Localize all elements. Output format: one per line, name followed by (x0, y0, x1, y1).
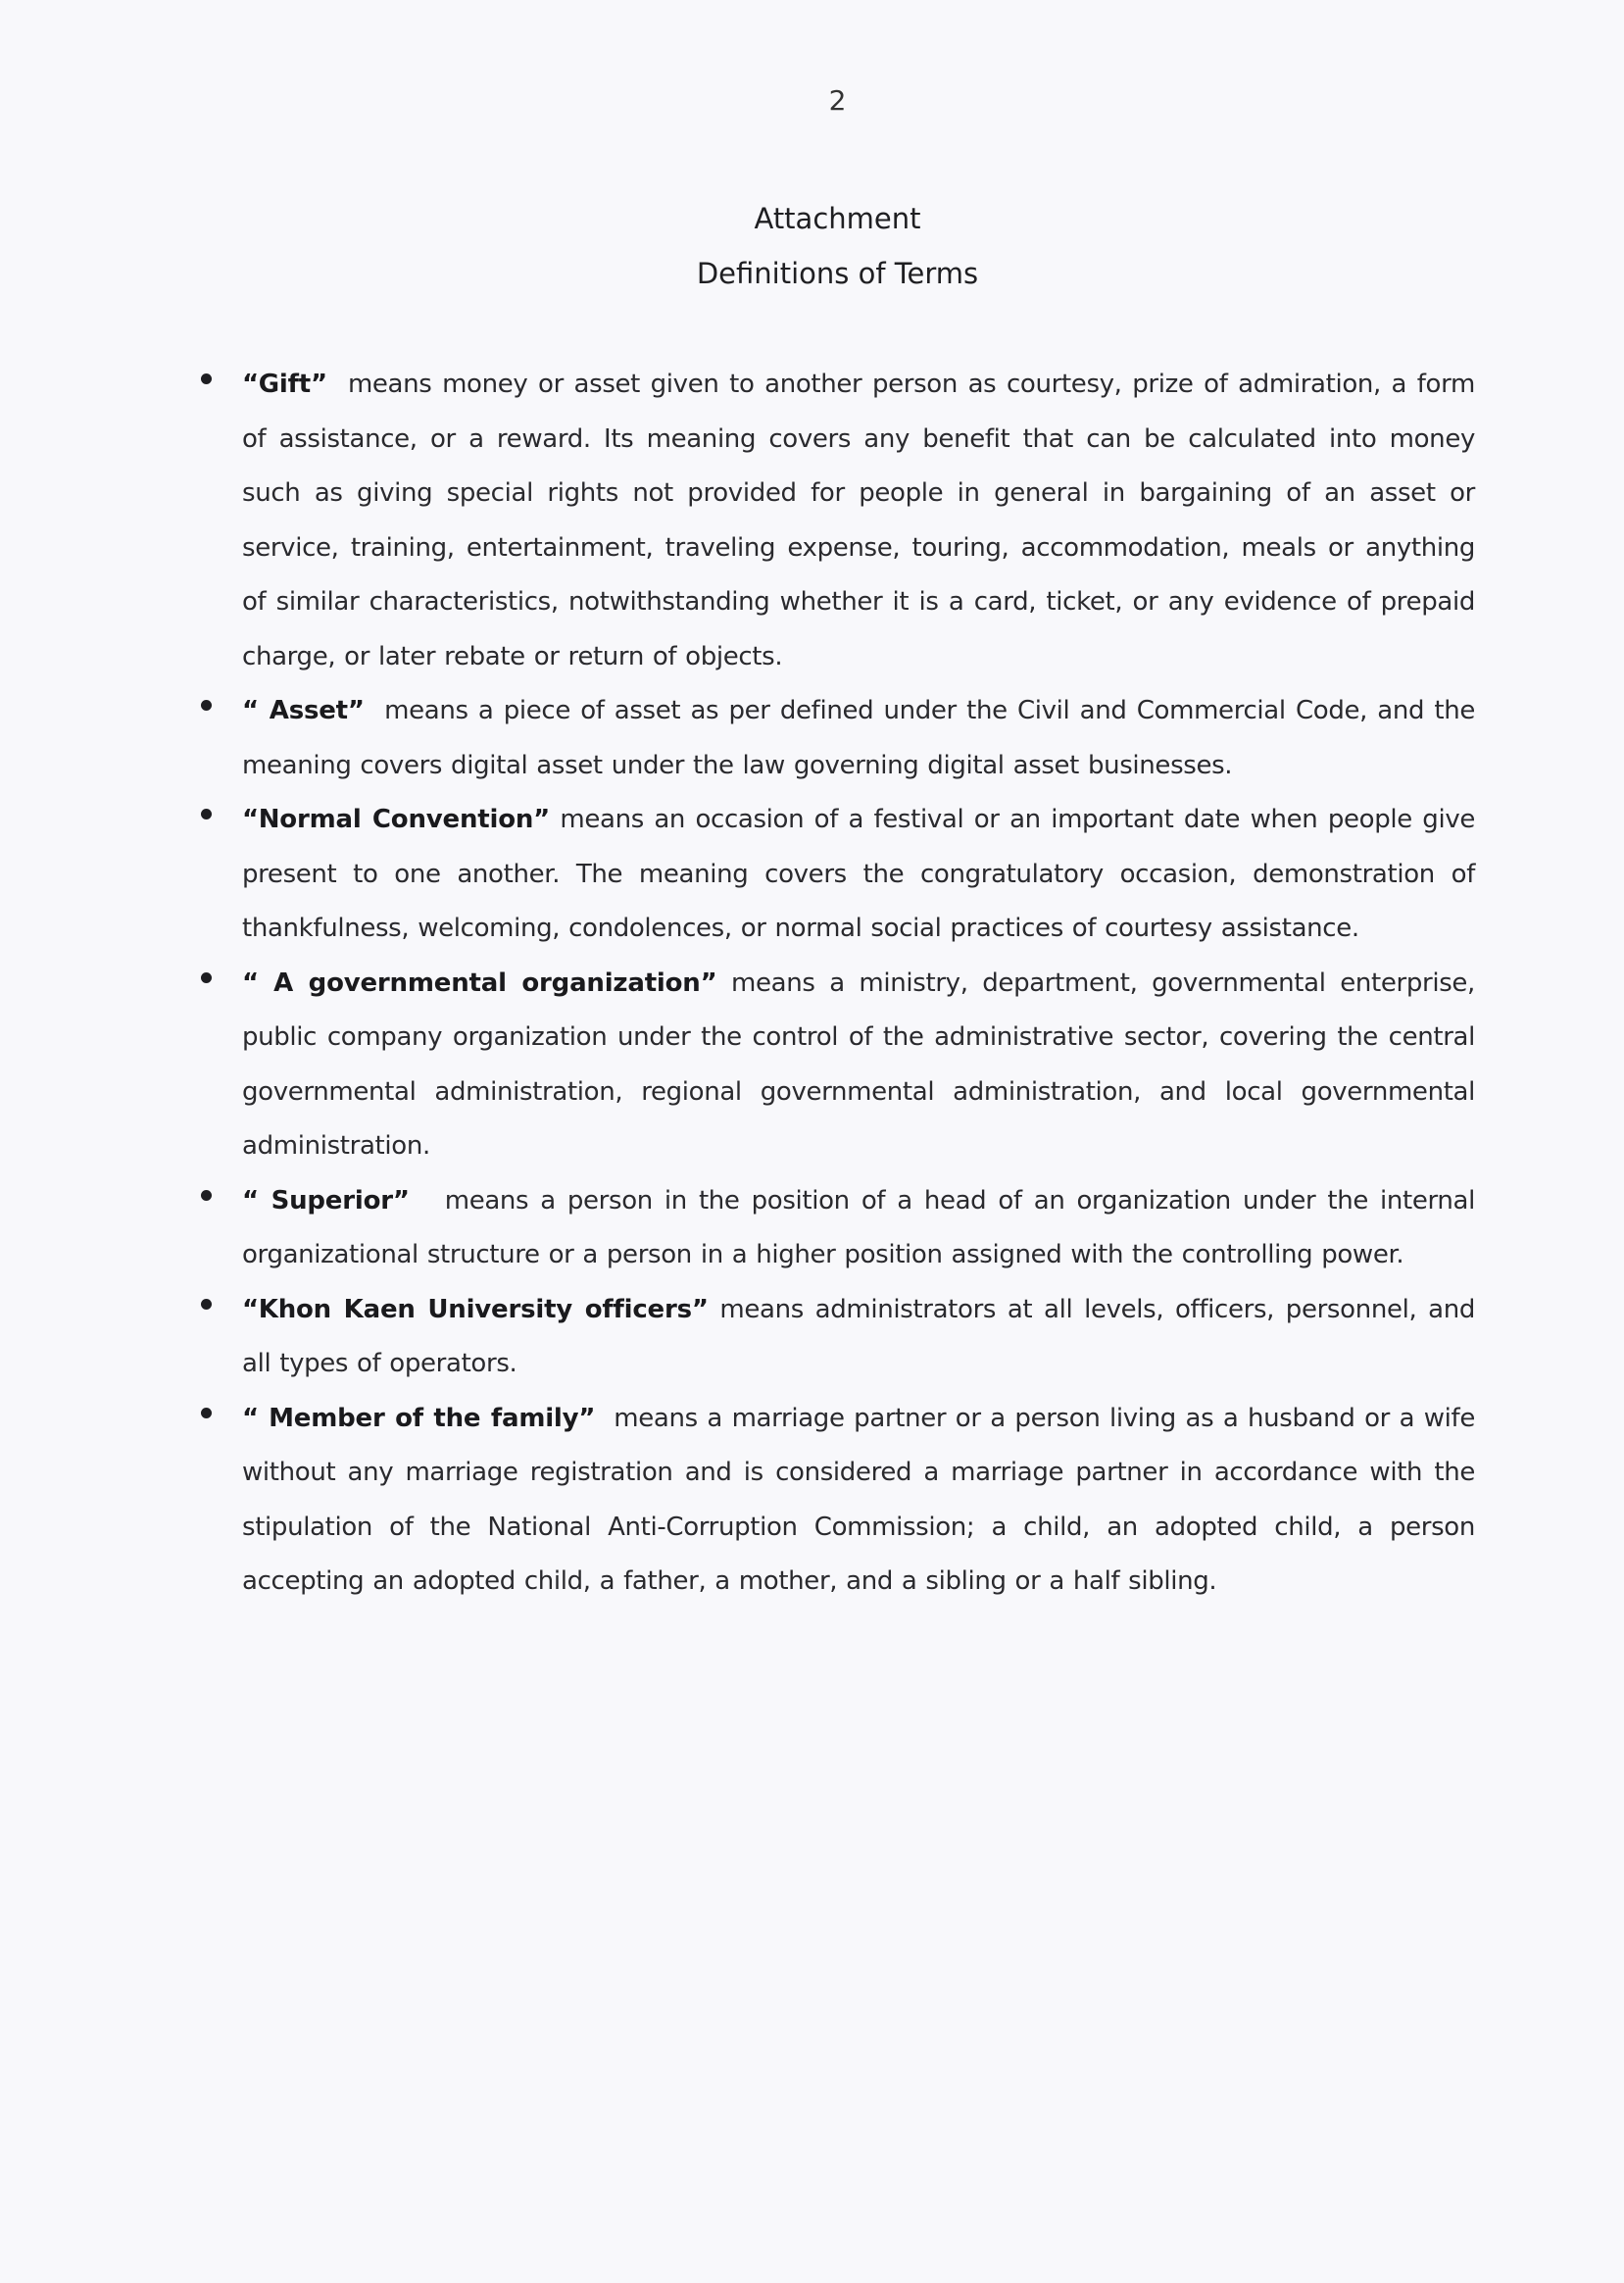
definitions-list (201, 358, 1475, 1610)
definition-body: means a person in the position of a head of an organization under the internal organizational structure or a person in a higher position assigned with the controlling power. (242, 1185, 1475, 1269)
definition-item-normal-convention (201, 793, 1475, 957)
definition-body: means money or asset given to another person as courtesy, prize of admiration, a form of assistance, or a reward. Its meaning covers any benefit that can be calculated into money such as giving special rights not provided for people in general in bargaining of an asset or service, training, entertainment, traveling expense, touring, accommodation, meals or anything of similar characteristics, notwithstanding whether it is a card, ticket, or any evidence of prepaid charge, or later rebate or return of objects. (242, 370, 1475, 671)
definition-item-asset (201, 684, 1475, 793)
definitions-subtitle: Definitions of Terms (696, 257, 979, 290)
definition-text: “Gift” means money or asset given to another person as courtesy, prize of admiration, a form of assistance, or a reward. Its meaning covers any benefit that can be calculated into money such as giving special rights not provided for people in general in bargaining of an asset or service, training, entertainment, traveling expense, touring, accommodation, meals or anything of similar characteristics, notwithstanding whether it is a card, ticket, or any evidence of prepaid charge, or later rebate or return of objects. (242, 370, 1475, 671)
bullet-icon (201, 1408, 212, 1418)
definition-body: means a marriage partner or a person living as a husband or a wife without any marriage registration and is considered a marriage partner in accordance with the stipulation of the National Anti-Corruption Commission; a child, an adopted child, a person accepting an adopted child, a father, a mother, and a sibling or a half sibling. (242, 1403, 1475, 1596)
term-word: Asset (269, 696, 348, 725)
definition-item-kku-officers (201, 1283, 1475, 1392)
term-word: Normal Convention (258, 805, 534, 834)
definition-body: means administrators at all levels, officers, personnel, and all types of operators. (242, 1294, 1475, 1378)
definition-body: means a ministry, department, governmental enterprise, public company organization under the control of the administrative sector, covering the central governmental administration, regional governmental administration, and local governmental administration. (242, 968, 1475, 1161)
term-word: A governmental organization (273, 968, 701, 998)
definition-text: “Normal Convention” means an occasion of a festival or an important date when people give present to one another. The meaning covers the congratulatory occasion, demonstration of thankfulness, welcoming, condolences, or normal social practices of courtesy assistance. (242, 805, 1476, 943)
definition-text: “ A governmental organization” means a ministry, department, governmental enterprise, public company organization under the control of the administrative sector, covering the central governmental administration, regional governmental administration, and local governmental administration. (242, 968, 1475, 1161)
bullet-icon (201, 809, 212, 819)
term-word: Superior (271, 1185, 393, 1216)
bullet-icon (201, 972, 212, 983)
term-word: Member of the family (269, 1403, 579, 1433)
definition-text: “ Asset” means a piece of asset as per defined under the Civil and Commercial Code, and the meaning covers digital asset under the law governing digital asset businesses. (242, 696, 1475, 780)
definition-text: “ Superior” means a person in the position of a head of an organization under the internal organizational structure or a person in a higher position assigned with the controlling power. (242, 1185, 1475, 1269)
bullet-icon (201, 700, 212, 711)
definition-item-gift (201, 358, 1475, 684)
bullet-icon (201, 373, 212, 384)
bullet-icon (201, 1299, 212, 1310)
definition-body: means a piece of asset as per defined under the Civil and Commercial Code, and the meaning covers digital asset under the law governing digital asset businesses. (242, 696, 1475, 780)
attachment-title: Attachment (754, 202, 921, 235)
page-number: 2 (828, 84, 847, 117)
definition-item-member-of-family (201, 1392, 1475, 1610)
term-word: Khon Kaen University officers (258, 1294, 692, 1324)
definition-item-superior (201, 1174, 1475, 1283)
definition-item-governmental-organization (201, 957, 1475, 1174)
bullet-icon (201, 1190, 212, 1201)
definition-text: “Khon Kaen University officers” means administrators at all levels, officers, personnel, and all types of operators. (242, 1294, 1475, 1378)
term-word: Gift (258, 370, 311, 399)
definition-text: “ Member of the family” means a marriage partner or a person living as a husband or a wife without any marriage registration and is considered a marriage partner in accordance with the stipulation of the National Anti-Corruption Commission; a child, an adopted child, a person accepting an adopted child, a father, a mother, and a sibling or a half sibling. (242, 1403, 1475, 1596)
definition-body: means an occasion of a festival or an important date when people give present to one another. The meaning covers the congratulatory occasion, demonstration of thankfulness, welcoming, condolences, or normal social practices of courtesy assistance. (242, 805, 1476, 943)
